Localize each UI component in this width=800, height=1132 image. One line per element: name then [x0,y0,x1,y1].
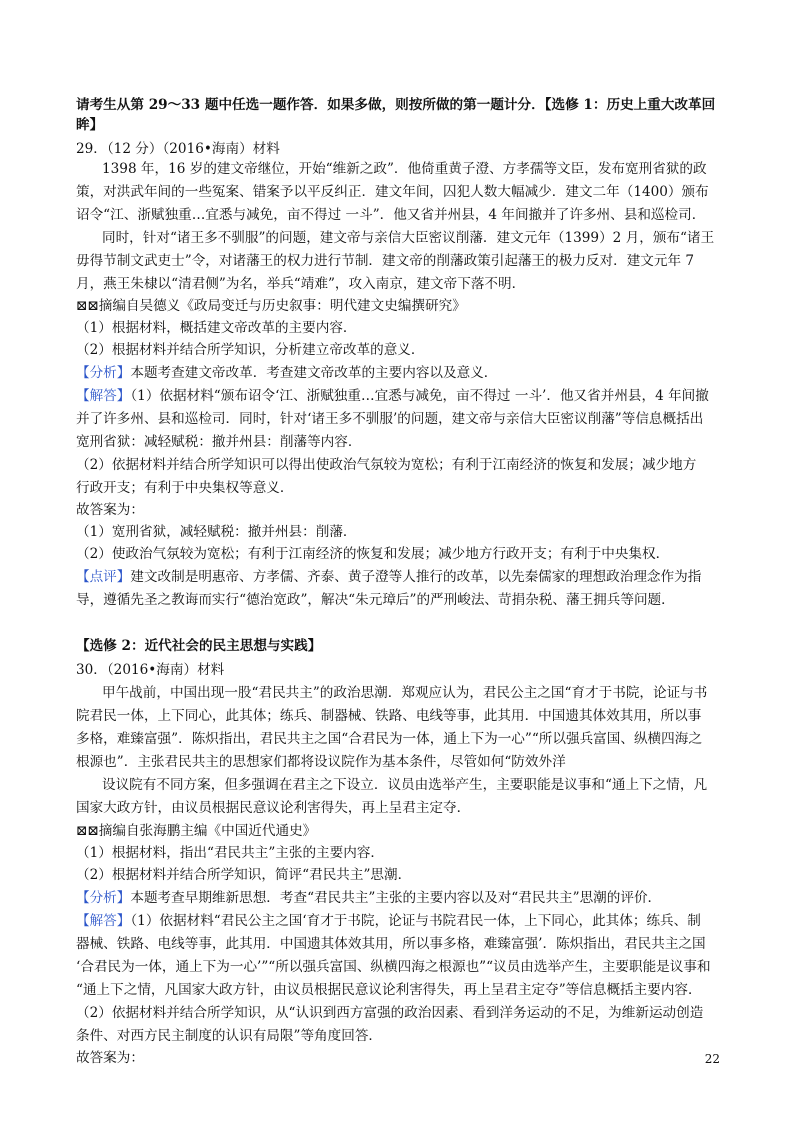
q29-answer-line: 行政开支；有利于中央集权等意义． [76,480,294,496]
q30-material-line: 多格，难臻富强”．陈炽指出，君民共主之国“合君民为一体，通上下为一心”“所以强兵富国、纵横四海之 [76,731,702,747]
q29-answer-line: （1）宽刑省狱，减轻赋税：撤并州县：削藩． [76,524,357,540]
q29-answer-line: （2）依据材料并结合所学知识可以得出使政治气氛较为宽松；有利于江南经济的恢复和发展；减少地方 [76,457,697,473]
q30-header: 30．（2016•海南）材料 [76,662,225,678]
q30-answer-line: 器械、铁路、电线等事，此其用．中国遗其体效其用，所以事多格，难臻富强’．陈炽指出，君民共主之国 [76,936,706,952]
comment-text: 建文改制是明惠帝、方孝儒、齐泰、黄子澄等人推行的改革，以先秦儒家的理想政治理念作为指 [130,569,702,585]
q30-answer-line: 故答案为： [76,1050,144,1066]
q29-analysis [76,363,736,383]
q29-answer-line: 宽刑省狱：减轻赋税：撤并州县：削藩等内容． [76,434,362,450]
q29-material-line: 诏令“江、浙赋独重…宜悉与减免，亩不得过 一斗”．他又省并州县，4 年间撤并了许多州、县和巡检司． [76,207,706,223]
page-number: 22 [704,1052,720,1066]
analysis-text: 本题考查建文帝改革．考查建文帝改革的主要内容以及意义． [130,365,498,381]
q30-analysis [76,888,736,908]
q30-answer-line: “通上下之情，凡国家大政方针，由议员根据民意议论利害得失，再上呈君主定夺”等信息概括主要内容． [76,982,702,998]
comment-tag: 【点评】 [76,569,131,585]
q29-header: 29．（12 分）（2016•海南）材料 [76,141,280,157]
q30-question-1: （1）根据材料，指出“君民共主”主张的主要内容． [76,845,385,861]
q30-material-line: 甲午战前，中国出现一股“君民共主”的政治思潮．郑观应认为，君民公主之国“育才于书院，论证与书 [102,685,708,701]
q30-material-line: 根源也”．主张君民共主的思想家们都将设议院作为基本条件，尽管如何“防效外洋 [76,754,566,770]
q30-material-line: 国家大政方针，由议员根据民意议论利害得失，再上呈君主定夺． [76,800,471,816]
analysis-text: 本题考查早期维新思想．考查“君民共主”主张的主要内容以及对“君民共主”思潮的评价． [130,890,662,906]
instruction-line-1: 请考生从第 29～33 题中任选一题作答．如果多做，则按所做的第一题计分．【选修 1：历史上重大改革回 [76,97,716,113]
answer-text: （1）依据材料“颁布诏令‘江、浙赋独重…宜悉与减免，亩不得过 一斗’．他又省并州县，4 年间撤 [130,388,709,404]
answer-tag: 【解答】 [76,388,131,404]
q30-answer [76,911,736,931]
q29-material-line: 毋得节制文武吏士”令，对诸藩王的权力进行节制．建文帝的削藩政策引起藩王的极力反对．建文元年 7 [76,253,695,269]
answer-text: （1）依据材料“君民公主之国‘育才于书院，论证与书院君民一体，上下同心，此其体；练兵、制 [130,913,701,929]
q29-comment [76,567,736,587]
q29-question-1: （1）根据材料，概括建文帝改革的主要内容． [76,320,357,336]
q30-question-2: （2）根据材料并结合所学知识，简评“君民共主”思潮． [76,867,412,883]
q29-material-line: 月，燕王朱棣以“清君侧”为名，举兵“靖难”，攻入南京，建文帝下落不明． [76,276,526,292]
q29-question-2: （2）根据材料并结合所学知识，分析建立帝改革的意义． [76,342,425,358]
q29-answer-line: 故答案为： [76,502,144,518]
q29-material-line: 同时，针对“诸王多不驯服”的问题，建文帝与亲信大臣密议削藩．建文元年（1399）2 月，颁布“诸王 [102,230,715,246]
q29-material-line: 1398 年，16 岁的建文帝继位，开始“维新之政”．他倚重黄子澄、方孝孺等文臣，发布宽刑省狱的政 [102,161,707,177]
q30-section-title: 【选修 2：近代社会的民主思想与实践】 [76,638,322,654]
answer-tag: 【解答】 [76,913,131,929]
q30-material-line: 设议院有不同方案，但多强调在君主之下设立．议员由选举产生，主要职能是议事和“通上下之情，凡 [102,777,708,793]
q30-answer-line: ‘合君民为一体，通上下为一心’”“所以强兵富国、纵横四海之根源也”“议员由选举产生，主要职能是议事和 [76,959,711,975]
q30-answer-line: （2）依据材料并结合所学知识，从“认识到西方富强的政治因素、看到洋务运动的不足，为维新运动创造 [76,1005,704,1021]
analysis-tag: 【分析】 [76,365,131,381]
analysis-tag: 【分析】 [76,890,131,906]
q29-answer-line: 并了许多州、县和巡检司．同时，针对‘诸王多不驯服’的问题，建文帝与亲信大臣密议削藩”等信息概括出 [76,411,704,427]
q29-answer [76,386,736,406]
q30-source: ⊠⊠摘编自张海鹏主编《中国近代通史》 [76,823,317,839]
q30-answer-line: 条件、对西方民主制度的认识有局限”等角度回答． [76,1028,383,1044]
q29-answer-line: （2）使政治气氛较为宽松；有利于江南经济的恢复和发展；减少地方行政开支；有利于中央集权． [76,546,670,562]
q29-comment-line: 导，遵循先圣之教诲而实行“德治宽政”，解决“朱元璋后”的严刑峻法、苛捐杂税、藩王拥兵等问题． [76,592,675,608]
q30-material-line: 院君民一体，上下同心，此其体；练兵、制器械、铁路、电线等事，此其用．中国遗其体效其用，所以事 [76,708,702,724]
q29-material-line: 策，对洪武年间的一些冤案、错案予以平反纠正．建文年间，囚犯人数大幅减少．建文二年（1400）颁布 [76,184,709,200]
instruction-line-2: 眸】 [76,117,104,133]
q29-source: ⊠⊠摘编自吴德义《政局变迁与历史叙事：明代建文史编撰研究》 [76,298,466,314]
